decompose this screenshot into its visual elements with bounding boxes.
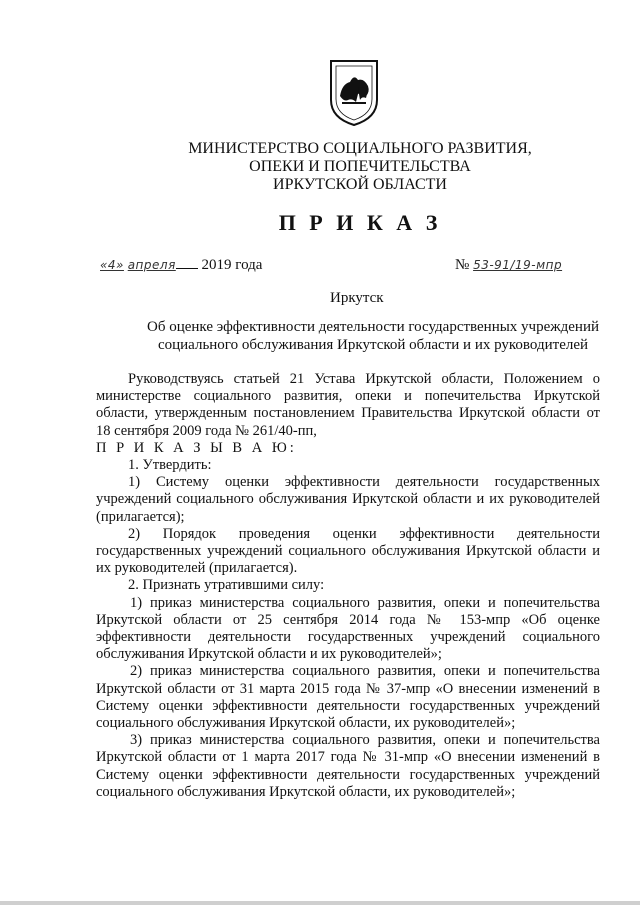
order-subject [138, 318, 608, 354]
number-prefix: № [455, 257, 470, 273]
coat-of-arms-icon [328, 58, 380, 128]
preamble-paragraph: Руководствуясь статьей 21 Устава Иркутской области, Положением о министерстве социального развития, опеки и попечительства Иркутской области, утвержденным постановлением Правительства Иркутской области от 18 сентября 2009 года № 261/40-пп, [96, 371, 600, 439]
order-body [96, 371, 600, 801]
item-1: 1. Утвердить: [128, 457, 212, 474]
ministry-line-1: МИНИСТЕРСТВО СОЦИАЛЬНОГО РАЗВИТИЯ, [188, 140, 532, 157]
number-value: 53-91/19-мпр [473, 258, 563, 272]
item-2-1: 1) приказ министерства социального развития, опеки и попечительства Иркутской области от 25 сентября 2014 года № 153-мпр «Об оценке эффективности деятельности государственных учреждений социального обслуживания Иркутской области и их руководителей»; [96, 594, 600, 663]
date-month: апреля [127, 258, 176, 272]
date-day: «4» [100, 258, 124, 272]
item-2: 2. Признать утратившими силу: [128, 577, 325, 594]
item-1-1: 1) Систему оценки эффективности деятельности государственных учреждений социального обслуживания Иркутской области и их руководителей (прилагается); [96, 474, 600, 525]
order-number [455, 257, 562, 274]
subject-line-2: социального обслуживания Иркутской области и их руководителей [157, 337, 589, 353]
ministry-line-3: ИРКУТСКОЙ ОБЛАСТИ [273, 176, 447, 193]
item-2-3: 3) приказ министерства социального развития, опеки и попечительства Иркутской области от 1 марта 2017 года № 31-мпр «О внесении изменений в Систему оценки эффективности деятельности государственных учреждений социального обслуживания Иркутской области, их руководителей»; [96, 732, 600, 800]
scan-edge [0, 901, 640, 905]
date-underline [176, 268, 198, 269]
ministry-line-2: ОПЕКИ И ПОПЕЧИТЕЛЬСТВА [249, 158, 471, 175]
order-title: П Р И К А З [278, 210, 442, 235]
order-date [100, 257, 262, 274]
subject-line-1: Об оценке эффективности деятельности государственных учреждений [146, 319, 599, 335]
date-year: 2019 года [201, 257, 263, 273]
prikazyvayu-heading: П Р И К А З Ы В А Ю: [96, 439, 297, 456]
ministry-name [150, 140, 570, 194]
item-2-2: 2) приказ министерства социального развития, опеки и попечительства Иркутской области от 31 марта 2015 года № 37-мпр «О внесении изменений в Систему оценки эффективности деятельности государственных учреждений социального обслуживания Иркутской области, их руководителей»; [96, 663, 600, 732]
city: Иркутск [330, 290, 384, 306]
item-1-2: 2) Порядок проведения оценки эффективности деятельности государственных учреждений социального обслуживания Иркутской области и их руководителей (прилагается). [96, 525, 600, 577]
